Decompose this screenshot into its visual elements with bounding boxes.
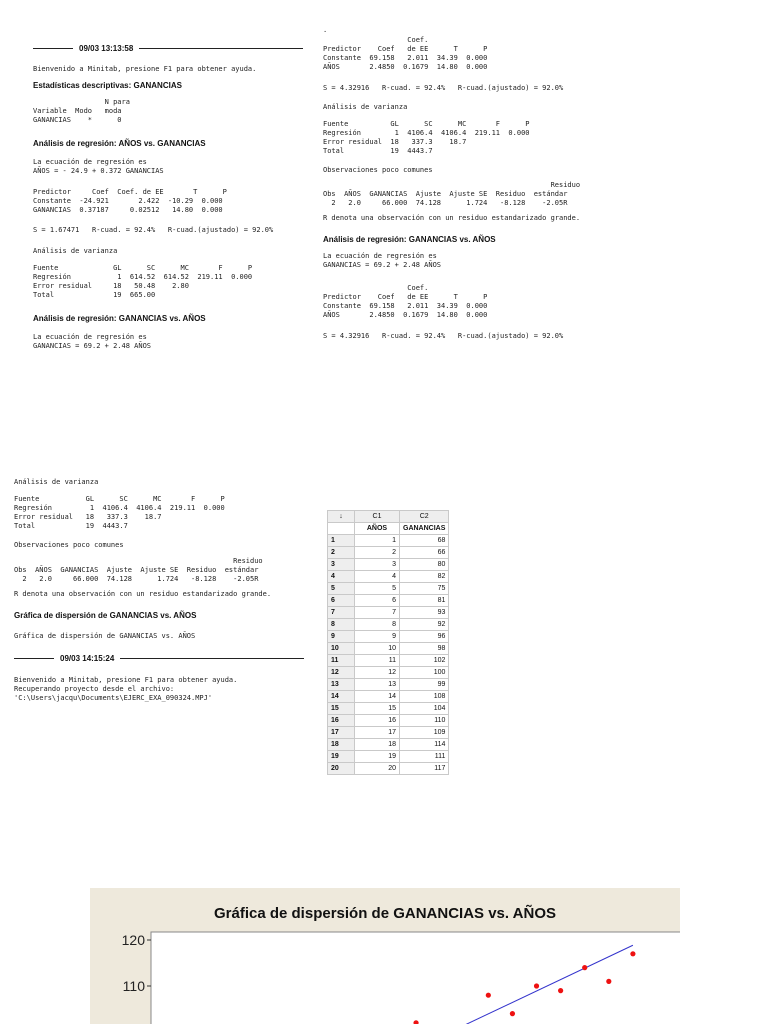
- table-cell[interactable]: 18: [355, 739, 400, 751]
- predictor-table: Coef. Predictor Coef de EE T P Constante 69.158 2.011 34.39 0.000 AÑOS 2.4850 0.1679 14.80 0.000: [323, 284, 488, 319]
- row-number[interactable]: 7: [328, 607, 355, 619]
- table-cell[interactable]: 93: [400, 607, 449, 619]
- table-cell[interactable]: 14: [355, 691, 400, 703]
- unusual-table: Residuo Obs AÑOS GANANCIAS Ajuste Ajuste SE Residuo estándar 2 2.0 66.000 74.128 1.724 -8.128 -2.05R: [14, 557, 263, 583]
- table-row: [328, 643, 449, 655]
- table-cell[interactable]: 19: [355, 751, 400, 763]
- table-cell[interactable]: 102: [400, 655, 449, 667]
- anova-title: Análisis de varianza: [33, 247, 118, 255]
- table-row: [328, 667, 449, 679]
- table-row: [328, 631, 449, 643]
- table-row: [328, 619, 449, 631]
- anova-table: Fuente GL SC MC F P Regresión 1 4106.4 4106.4 219.11 0.000 Error residual 18 337.3 18.7 Total 19 4443.7: [323, 120, 530, 155]
- table-cell[interactable]: 81: [400, 595, 449, 607]
- regression-equation: La ecuación de regresión es AÑOS = - 24.9 + 0.372 GANANCIAS: [33, 158, 164, 175]
- table-cell[interactable]: 99: [400, 679, 449, 691]
- row-number[interactable]: 20: [328, 763, 355, 775]
- table-row: [328, 763, 449, 775]
- anova-title: Análisis de varianza: [14, 478, 99, 486]
- table-cell[interactable]: 108: [400, 691, 449, 703]
- session-timestamp: 09/03 13:13:58: [79, 44, 134, 53]
- table-row: [328, 691, 449, 703]
- table-cell[interactable]: 10: [355, 643, 400, 655]
- r-note: R denota una observación con un residuo estandarizado grande.: [14, 590, 272, 598]
- table-cell[interactable]: 3: [355, 559, 400, 571]
- section-title: Gráfica de dispersión de GANANCIAS vs. AÑOS: [14, 611, 197, 620]
- table-cell[interactable]: 82: [400, 571, 449, 583]
- table-cell[interactable]: 96: [400, 631, 449, 643]
- row-number[interactable]: 19: [328, 751, 355, 763]
- scatter-point: [558, 988, 563, 993]
- table-cell[interactable]: 1: [355, 535, 400, 547]
- table-cell[interactable]: 7: [355, 607, 400, 619]
- table-cell[interactable]: 104: [400, 703, 449, 715]
- table-cell[interactable]: 68: [400, 535, 449, 547]
- session-log-right-top: [323, 28, 653, 341]
- session-separator: [33, 44, 303, 53]
- predictor-table: Predictor Coef Coef. de EE T P Constante -24.921 2.422 -10.29 0.000 GANANCIAS 0.37187 0.02512 14.80 0.000: [33, 188, 227, 214]
- welcome-text: Bienvenido a Minitab, presione F1 para obtener ayuda.: [33, 65, 257, 73]
- y-tick-label: 110: [122, 978, 145, 994]
- table-row: [328, 595, 449, 607]
- table-cell[interactable]: 92: [400, 619, 449, 631]
- session-timestamp: 09/03 14:15:24: [60, 654, 115, 663]
- column-id[interactable]: C1: [355, 511, 400, 523]
- table-cell[interactable]: 75: [400, 583, 449, 595]
- row-number[interactable]: 9: [328, 631, 355, 643]
- predictor-table: Coef. Predictor Coef de EE T P Constante 69.158 2.011 34.39 0.000 AÑOS 2.4850 0.1679 14.80 0.000: [323, 36, 488, 71]
- dot-mark: ·: [323, 28, 328, 36]
- row-number[interactable]: 1: [328, 535, 355, 547]
- table-row: [328, 679, 449, 691]
- chart-title: Gráfica de dispersión de GANANCIAS vs. AÑOS: [213, 905, 557, 922]
- row-number[interactable]: 4: [328, 571, 355, 583]
- row-number[interactable]: 5: [328, 583, 355, 595]
- fit-summary: S = 4.32916 R-cuad. = 92.4% R-cuad.(ajustado) = 92.0%: [323, 332, 564, 340]
- column-name-row-header: [328, 523, 355, 535]
- session-log-left-mid: [14, 478, 304, 703]
- row-number[interactable]: 2: [328, 547, 355, 559]
- r-note: R denota una observación con un residuo estandarizado grande.: [323, 214, 581, 222]
- table-cell[interactable]: 16: [355, 715, 400, 727]
- scatter-point: [606, 979, 611, 984]
- table-cell[interactable]: 109: [400, 727, 449, 739]
- table-cell[interactable]: 8: [355, 619, 400, 631]
- table-cell[interactable]: 111: [400, 751, 449, 763]
- row-number[interactable]: 6: [328, 595, 355, 607]
- unusual-table: Residuo Obs AÑOS GANANCIAS Ajuste Ajuste SE Residuo estándar 2 2.0 66.000 74.128 1.724 -8.128 -2.05R: [323, 181, 581, 207]
- table-cell[interactable]: 13: [355, 679, 400, 691]
- table-cell[interactable]: 11: [355, 655, 400, 667]
- row-number[interactable]: 12: [328, 667, 355, 679]
- scatter-point: [630, 951, 635, 956]
- regression-equation: La ecuación de regresión es GANANCIAS = 69.2 + 2.48 AÑOS: [323, 252, 442, 269]
- table-cell[interactable]: 5: [355, 583, 400, 595]
- table-cell[interactable]: 15: [355, 703, 400, 715]
- section-title: Análisis de regresión: AÑOS vs. GANANCIAS: [33, 139, 206, 148]
- descriptive-table: N para Variable Modo moda GANANCIAS * 0: [33, 98, 130, 124]
- scatter-chart-svg: [90, 888, 680, 1024]
- column-id[interactable]: C2: [400, 511, 449, 523]
- table-cell[interactable]: 20: [355, 763, 400, 775]
- scatter-point: [486, 993, 491, 998]
- row-number[interactable]: 13: [328, 679, 355, 691]
- row-number[interactable]: 15: [328, 703, 355, 715]
- column-name[interactable]: AÑOS: [355, 523, 400, 535]
- fit-summary: S = 1.67471 R-cuad. = 92.4% R-cuad.(ajustado) = 92.0%: [33, 226, 274, 234]
- scatter-chart: [90, 888, 680, 1024]
- table-row: [328, 559, 449, 571]
- row-number[interactable]: 18: [328, 739, 355, 751]
- regression-equation: La ecuación de regresión es GANANCIAS = 69.2 + 2.48 AÑOS: [33, 333, 152, 350]
- row-number[interactable]: 14: [328, 691, 355, 703]
- table-row: [328, 547, 449, 559]
- table-row: [328, 715, 449, 727]
- table-row: [328, 739, 449, 751]
- anova-table: Fuente GL SC MC F P Regresión 1 4106.4 4106.4 219.11 0.000 Error residual 18 337.3 18.7 Total 19 4443.7: [14, 495, 225, 530]
- table-row: [328, 535, 449, 547]
- worksheet-corner[interactable]: ↓: [328, 511, 355, 523]
- scatter-point: [534, 983, 539, 988]
- unusual-title: Observaciones poco comunes: [14, 541, 124, 549]
- section-title: Análisis de regresión: GANANCIAS vs. AÑOS: [33, 314, 206, 323]
- row-number[interactable]: 17: [328, 727, 355, 739]
- table-row: [328, 703, 449, 715]
- scatter-note: Gráfica de dispersión de GANANCIAS vs. AÑOS: [14, 632, 196, 640]
- row-number[interactable]: 8: [328, 619, 355, 631]
- scatter-point: [582, 965, 587, 970]
- fit-summary: S = 4.32916 R-cuad. = 92.4% R-cuad.(ajustado) = 92.0%: [323, 84, 564, 92]
- anova-title: Análisis de varianza: [323, 103, 408, 111]
- table-cell[interactable]: 100: [400, 667, 449, 679]
- table-cell[interactable]: 66: [400, 547, 449, 559]
- table-cell[interactable]: 2: [355, 547, 400, 559]
- table-row: [328, 583, 449, 595]
- session-log-left-top: [33, 44, 303, 351]
- table-cell[interactable]: 9: [355, 631, 400, 643]
- table-row: [328, 655, 449, 667]
- row-number[interactable]: 11: [328, 655, 355, 667]
- y-tick-label: 120: [121, 932, 145, 948]
- section-title: Estadísticas descriptivas: GANANCIAS: [33, 81, 182, 90]
- section-title: Análisis de regresión: GANANCIAS vs. AÑOS: [323, 235, 496, 244]
- unusual-title: Observaciones poco comunes: [323, 166, 433, 174]
- welcome-text: Bienvenido a Minitab, presione F1 para obtener ayuda. Recuperando proyecto desde el archivo: 'C:\Users\jacqu\Documents\EJERC_EXA_090324.MPJ': [14, 676, 238, 702]
- table-cell[interactable]: 4: [355, 571, 400, 583]
- worksheet-grid: [327, 510, 449, 775]
- table-cell[interactable]: 114: [400, 739, 449, 751]
- table-row: [328, 571, 449, 583]
- table-cell[interactable]: 98: [400, 643, 449, 655]
- table-row: [328, 751, 449, 763]
- table-cell[interactable]: 17: [355, 727, 400, 739]
- row-number[interactable]: 3: [328, 559, 355, 571]
- table-row: [328, 727, 449, 739]
- row-number[interactable]: 10: [328, 643, 355, 655]
- anova-table: Fuente GL SC MC F P Regresión 1 614.52 614.52 219.11 0.000 Error residual 18 50.48 2.80 Total 19 665.00: [33, 264, 253, 299]
- table-cell[interactable]: 80: [400, 559, 449, 571]
- table-cell[interactable]: 110: [400, 715, 449, 727]
- plot-area: [151, 932, 680, 1024]
- column-name[interactable]: GANANCIAS: [400, 523, 449, 535]
- scatter-point: [510, 1011, 515, 1016]
- worksheet: [327, 510, 449, 775]
- table-cell[interactable]: 12: [355, 667, 400, 679]
- table-row: [328, 607, 449, 619]
- session-separator: [14, 654, 304, 663]
- table-cell[interactable]: 117: [400, 763, 449, 775]
- table-cell[interactable]: 6: [355, 595, 400, 607]
- row-number[interactable]: 16: [328, 715, 355, 727]
